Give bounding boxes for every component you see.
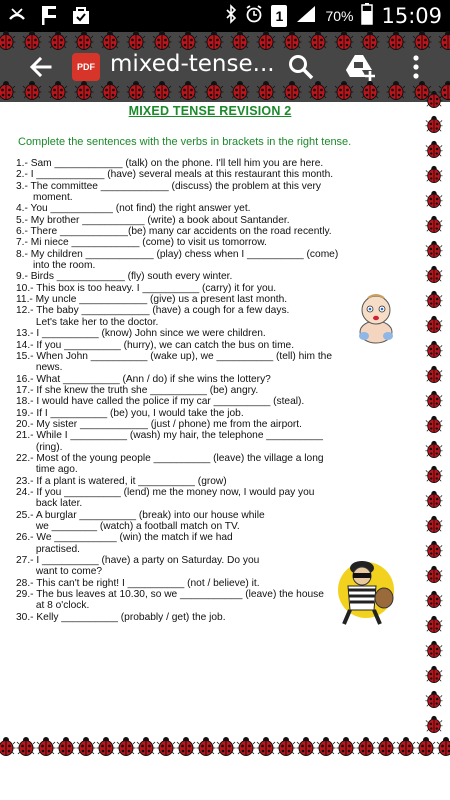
ladybug-icon xyxy=(425,390,447,412)
add-to-drive-button[interactable] xyxy=(344,52,378,82)
exercise-line: at 8 o'clock. xyxy=(16,600,90,612)
status-bar xyxy=(0,0,450,32)
ladybug-icon xyxy=(425,715,447,737)
ladybug-icon xyxy=(36,736,56,760)
exercise-line: 5.- My brother ___________ (write) a book about Santander. xyxy=(16,214,290,226)
ladybug-icon xyxy=(256,30,276,52)
ladybug-icon xyxy=(136,736,156,760)
ladybug-icon xyxy=(116,736,136,760)
exercise-line: 3.- The committee ____________ (discuss) the problem at this very xyxy=(16,180,322,192)
ladybug-icon xyxy=(48,80,68,102)
exercise-line: 8.- My children ____________ (play) chess when I __________ (come) xyxy=(16,248,339,260)
exercise-line: 12.- The baby ____________ (have) a cough for a few days. xyxy=(16,305,290,317)
ladybug-icon xyxy=(296,736,316,760)
back-arrow-icon xyxy=(26,52,56,82)
ladybug-icon xyxy=(0,736,16,760)
ladybug-icon xyxy=(386,30,406,52)
ladybug-icon xyxy=(276,736,296,760)
app-bar xyxy=(0,32,450,102)
exercise-line: want to come? xyxy=(16,566,103,578)
ladybug-icon xyxy=(176,736,196,760)
ladybug-border-bottom xyxy=(0,736,450,760)
exercise-line: we ________ (watch) a football match on TV. xyxy=(16,521,240,532)
ladybug-icon xyxy=(425,465,447,487)
ladybug-icon xyxy=(308,30,328,52)
page-margin xyxy=(0,760,450,800)
missed-call-icon xyxy=(6,4,28,26)
ladybug-icon xyxy=(425,365,447,387)
file-title: mixed-tense... xyxy=(110,51,275,77)
exercise-line: 11.- My uncle ____________ (give) us a present last month. xyxy=(16,294,288,306)
bluetooth-icon xyxy=(225,4,237,27)
ladybug-icon xyxy=(196,736,216,760)
exercise-line: news. xyxy=(16,362,63,374)
exercise-line: time ago. xyxy=(16,464,78,476)
exercise-line: 13.- I __________ (know) John since we were children. xyxy=(16,328,266,340)
pdf-file-icon: PDF xyxy=(72,53,100,81)
exercise-line: 28.- This can't be right! I __________ (not / believe) it. xyxy=(16,577,260,589)
ladybug-icon xyxy=(282,80,302,102)
ladybug-icon xyxy=(126,30,146,52)
ladybug-icon xyxy=(204,30,224,52)
exercise-line: 20.- My sister ____________ (just / phone) me from the airport. xyxy=(16,418,302,430)
ladybug-icon xyxy=(425,640,447,662)
ladybug-icon xyxy=(156,736,176,760)
flag-icon xyxy=(38,4,60,26)
ladybug-icon xyxy=(74,30,94,52)
exercise-line: 26.- We ___________ (win) the match if we had xyxy=(16,532,233,544)
battery-icon xyxy=(361,3,373,28)
ladybug-icon xyxy=(416,736,436,760)
exercise-line: 15.- When John __________ (wake up), we __________ (tell) him the xyxy=(16,350,333,362)
ladybug-icon xyxy=(334,80,354,102)
exercise-line: 10.- This box is too heavy. I __________ (carry) it for you. xyxy=(16,282,277,294)
exercise-line: practised. xyxy=(16,543,80,555)
exercise-line: 2.- I ____________ (have) several meals at this restaurant this month. xyxy=(16,169,334,181)
ladybug-icon xyxy=(256,80,276,102)
ladybug-icon xyxy=(425,215,447,237)
ladybug-icon xyxy=(425,615,447,637)
battery-percent: 70% xyxy=(325,7,354,24)
exercise-line: 21.- While I __________ (wash) my hair, the telephone __________ xyxy=(16,430,323,442)
exercise-line: moment. xyxy=(16,192,73,204)
ladybug-icon xyxy=(76,736,96,760)
exercise-line: 17.- If she knew the truth she __________ (be) angry. xyxy=(16,384,259,396)
exercise-line: 6.- There ____________(be) many car accidents on the road recently. xyxy=(16,226,332,238)
ladybug-border-under-bar xyxy=(0,80,450,102)
exercise-line: 23.- If a plant is watered, it __________ (grow) xyxy=(16,475,227,487)
ladybug-icon xyxy=(74,80,94,102)
exercise-line: Let's take her to the doctor. xyxy=(16,316,159,328)
exercise-line: 24.- If you __________ (lend) me the money now, I would pay you xyxy=(16,486,315,498)
ladybug-icon xyxy=(100,80,120,102)
ladybug-icon xyxy=(425,590,447,612)
ladybug-icon xyxy=(425,490,447,512)
ladybug-icon xyxy=(204,80,224,102)
signal-icon xyxy=(295,4,317,27)
ladybug-icon xyxy=(425,690,447,712)
ladybug-icon xyxy=(412,30,432,52)
ladybug-icon xyxy=(48,30,68,52)
ladybug-icon xyxy=(425,115,447,137)
ladybug-icon xyxy=(386,80,406,102)
ladybug-border-top xyxy=(0,30,450,52)
ladybug-icon xyxy=(256,736,276,760)
more-vert-icon xyxy=(408,52,424,82)
ladybug-icon xyxy=(396,736,416,760)
exercise-line: 14.- If you __________ (hurry), we can catch the bus on time. xyxy=(16,339,295,351)
ladybug-icon xyxy=(56,736,76,760)
ladybug-icon xyxy=(425,340,447,362)
ladybug-icon xyxy=(334,30,354,52)
ladybug-icon xyxy=(360,30,380,52)
ladybug-icon xyxy=(425,190,447,212)
ladybug-icon xyxy=(356,736,376,760)
ladybug-icon xyxy=(236,736,256,760)
alarm-icon xyxy=(245,4,263,27)
baby-illustration xyxy=(352,292,400,344)
ladybug-icon xyxy=(230,30,250,52)
exercise-line: 16.- What __________ (Ann / do) if she wins the lottery? xyxy=(16,373,271,385)
ladybug-icon xyxy=(152,30,172,52)
exercise-line: 1.- Sam ____________ (talk) on the phone. I'll tell him you are here. xyxy=(16,158,324,169)
burglar-illustration xyxy=(330,554,396,626)
ladybug-icon xyxy=(178,80,198,102)
ladybug-icon xyxy=(22,30,42,52)
ladybug-icon xyxy=(360,80,380,102)
exercise-line: 19.- If I __________ (be) you, I would take the job. xyxy=(16,407,244,419)
ladybug-icon xyxy=(425,290,447,312)
exercise-line: 27.- I __________ (have) a party on Saturday. Do you xyxy=(16,555,260,567)
exercise-line: 25.- A burglar __________ (break) into our house while xyxy=(16,509,265,521)
ladybug-icon xyxy=(152,80,172,102)
ladybug-icon xyxy=(425,515,447,537)
ladybug-icon xyxy=(100,30,120,52)
ladybug-icon xyxy=(376,736,396,760)
ladybug-icon xyxy=(0,30,16,52)
exercise-line: 9.- Birds ____________ (fly) south every winter. xyxy=(16,271,233,283)
ladybug-icon xyxy=(425,315,447,337)
exercise-line: 29.- The bus leaves at 10.30, so we ___________ (leave) the house xyxy=(16,589,324,601)
ladybug-icon xyxy=(425,90,447,112)
exercise-line: 7.- Mi niece ____________ (come) to visit us tomorrow. xyxy=(16,237,267,249)
ladybug-icon xyxy=(336,736,356,760)
ladybug-icon xyxy=(425,565,447,587)
exercise-line: into the room. xyxy=(16,260,96,272)
ladybug-icon xyxy=(425,665,447,687)
search-icon xyxy=(286,52,316,82)
ladybug-icon xyxy=(230,80,250,102)
ladybug-icon xyxy=(425,265,447,287)
more-options-button[interactable] xyxy=(408,52,424,82)
worksheet-title: MIXED TENSE REVISION 2 xyxy=(128,104,292,118)
clock: 15:09 xyxy=(381,3,442,28)
ladybug-icon xyxy=(425,540,447,562)
ladybug-icon xyxy=(126,80,146,102)
ladybug-icon xyxy=(282,30,302,52)
sim-indicator: 1 xyxy=(271,5,287,27)
ladybug-icon xyxy=(425,165,447,187)
ladybug-icon xyxy=(425,240,447,262)
ladybug-icon xyxy=(0,80,16,102)
exercise-line: (ring). xyxy=(16,441,63,453)
ladybug-icon xyxy=(425,415,447,437)
worksheet-instruction: Complete the sentences with the verbs in brackets in the right tense. xyxy=(18,136,352,148)
back-button[interactable] xyxy=(26,52,56,82)
ladybug-icon xyxy=(308,80,328,102)
ladybug-icon xyxy=(178,30,198,52)
bag-icon xyxy=(70,4,92,26)
exercise-line: 4.- You ___________ (not find) the right answer yet. xyxy=(16,203,251,215)
exercise-line: 22.- Most of the young people __________ (leave) the village a long xyxy=(16,452,324,464)
drive-add-icon xyxy=(344,52,378,82)
ladybug-icon xyxy=(425,440,447,462)
ladybug-icon xyxy=(438,30,450,52)
ladybug-icon xyxy=(316,736,336,760)
ladybug-icon xyxy=(96,736,116,760)
ladybug-icon xyxy=(216,736,236,760)
pdf-page[interactable] xyxy=(0,102,450,730)
search-button[interactable] xyxy=(286,52,316,82)
ladybug-icon xyxy=(436,736,450,760)
ladybug-icon xyxy=(425,140,447,162)
exercise-line: 30.- Kelly __________ (probably / get) the job. xyxy=(16,611,226,623)
exercise-line: back later. xyxy=(16,498,83,510)
ladybug-icon xyxy=(16,736,36,760)
ladybug-icon xyxy=(22,80,42,102)
exercise-line: 18.- I would have called the police if my car __________ (steal). xyxy=(16,396,305,408)
